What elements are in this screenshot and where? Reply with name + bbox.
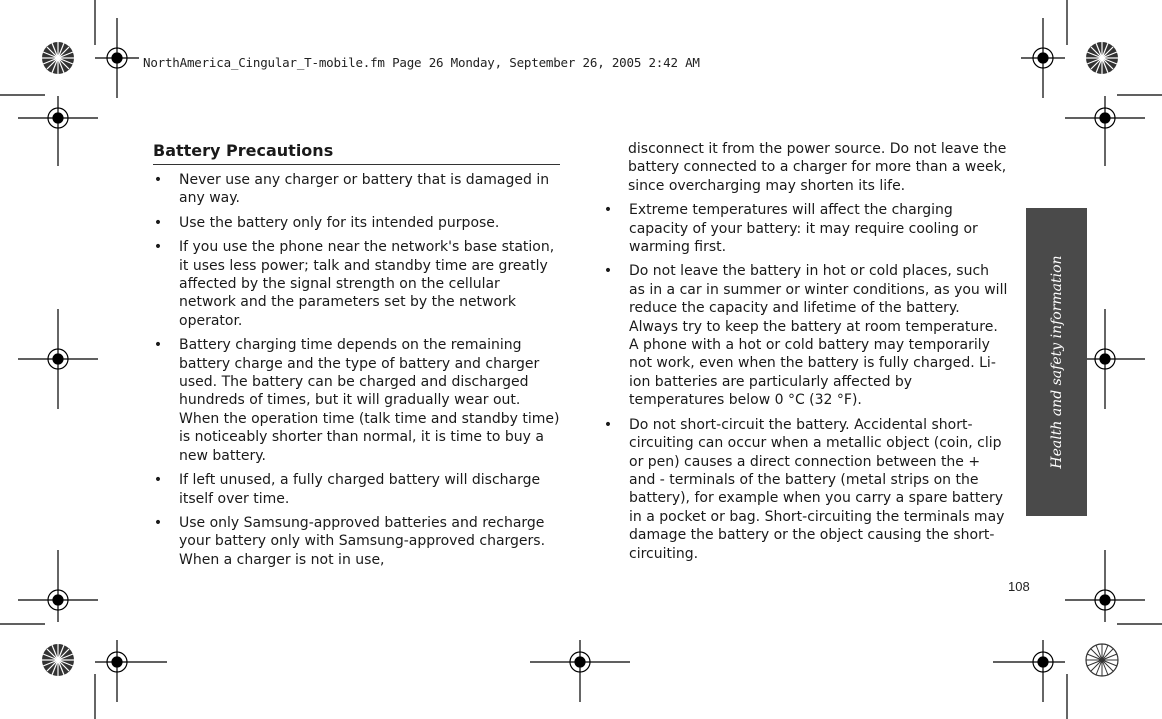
bullet-icon: • bbox=[153, 337, 163, 354]
list-item bbox=[153, 471, 560, 508]
list-item-text: Extreme temperatures will affect the charging capacity of your battery: it may require cooling or warming first. bbox=[629, 202, 978, 256]
right-column bbox=[603, 140, 1008, 569]
left-column bbox=[153, 140, 560, 575]
continued-paragraph: disconnect it from the power source. Do not leave the battery connected to a charger for more than a week, since overcharging may shorten its life. bbox=[628, 141, 1007, 194]
list-item-text: If you use the phone near the network's base station, it uses less power; talk and standby time are greatly affected by the signal strength on the cellular network and the parameters set by the network operator. bbox=[179, 239, 555, 329]
list-item-text: Use only Samsung-approved batteries and recharge your battery only with Samsung-approved chargers. When a charger is not in use, bbox=[179, 514, 546, 568]
document-slug: NorthAmerica_Cingular_T-mobile.fm Page 26 Monday, September 26, 2005 2:42 AM bbox=[143, 55, 700, 70]
section-side-tab bbox=[1026, 208, 1087, 516]
list-item bbox=[603, 416, 1008, 563]
bullet-icon: • bbox=[603, 416, 613, 433]
list-item bbox=[153, 238, 560, 330]
bullet-icon: • bbox=[153, 514, 163, 531]
page-number: 108 bbox=[1008, 579, 1030, 594]
list-item bbox=[153, 214, 560, 232]
bullet-icon: • bbox=[153, 214, 163, 231]
bullet-icon: • bbox=[153, 172, 163, 188]
bullet-icon: • bbox=[153, 239, 163, 256]
side-tab-label: Health and safety information bbox=[1048, 255, 1065, 469]
list-item-text: Do not leave the battery in hot or cold places, such as in a car in summer or winter conditions, as you will reduce the capacity and lifetime of the battery. Always try to keep the battery at room temperature. A phone with a hot or cold battery may temporarily not work, even when the battery is fully charged. Li-ion batteries are particularly affected by temperatures below 0 °C (32 °F). bbox=[629, 263, 1008, 409]
bullet-icon: • bbox=[153, 472, 163, 489]
list-item-text: Never use any charger or battery that is damaged in any way. bbox=[179, 172, 550, 207]
list-item-text: Do not short-circuit the battery. Accidental short-circuiting can occur when a metallic object (coin, clip or pen) causes a direct connection between the + and - terminals of the battery (metal strips on the battery), for example when you carry a spare battery in a pocket or bag. Short-circuiting the terminals may damage the battery or the object causing the short-circuiting. bbox=[629, 416, 1005, 562]
bullet-icon: • bbox=[603, 202, 613, 219]
list-item bbox=[153, 336, 560, 465]
section-heading: Battery Precautions bbox=[153, 140, 560, 165]
list-item-text: If left unused, a fully charged battery will discharge itself over time. bbox=[179, 472, 541, 507]
list-item bbox=[153, 171, 560, 208]
bullet-icon: • bbox=[603, 263, 613, 280]
list-item-text: Use the battery only for its intended purpose. bbox=[179, 214, 500, 231]
precautions-list-right bbox=[603, 201, 1008, 563]
list-item bbox=[603, 262, 1008, 409]
list-item bbox=[153, 514, 560, 569]
precautions-list-left bbox=[153, 171, 560, 569]
list-item-text: Battery charging time depends on the remaining battery charge and the type of battery and charger used. The battery can be charged and discharged hundreds of times, but it will gradually wear out. When the operation time (talk time and standby time) is noticeably shorter than normal, it is time to buy a new battery. bbox=[179, 337, 560, 464]
list-item bbox=[603, 201, 1008, 256]
